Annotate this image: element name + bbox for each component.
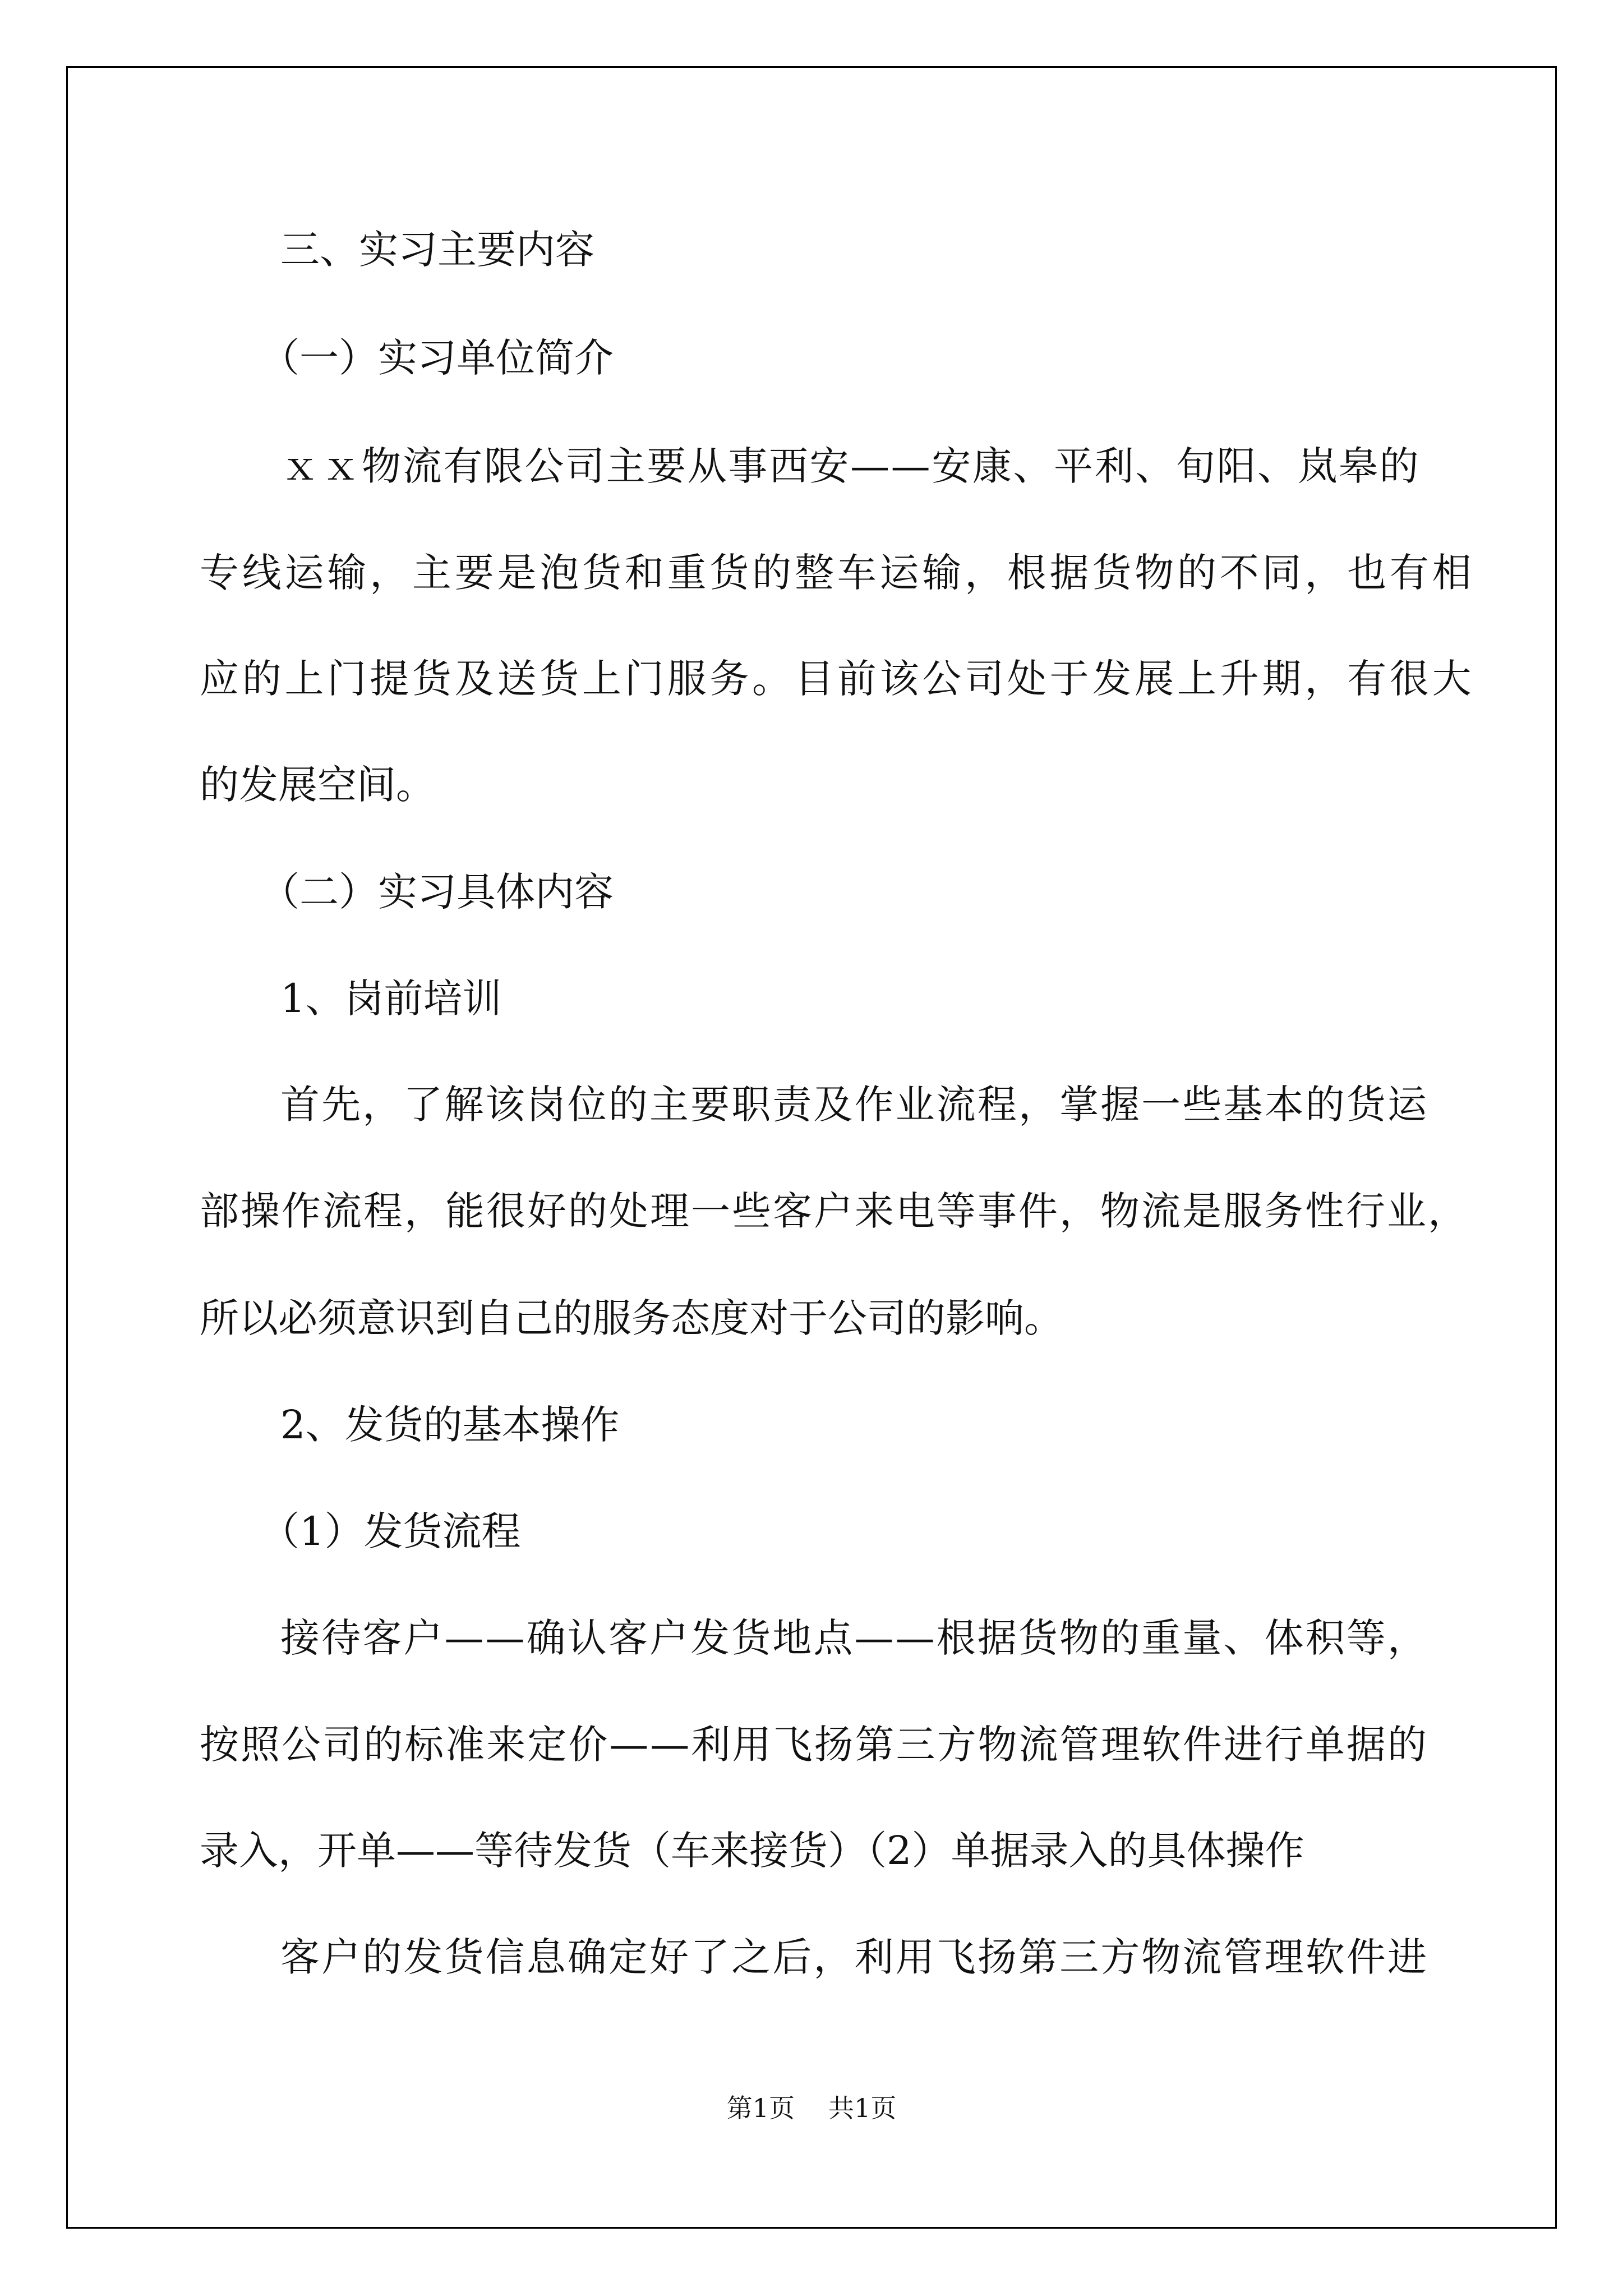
paragraph-line: 专 线 运 输 ， 主 要 是 泡 货 和 重 货 的 整 车 运 输 ， 根 据 货 物 的 不 同 ， 也 有 相 — [200, 550, 1472, 596]
item-heading-shipping: 2、发货的基本操作 — [280, 1402, 620, 1448]
paragraph-line: 应 的 上 门 提 货 及 送 货 上 门 服 务 。 目 前 该 公 司 处 于 发 展 上 升 期 ， 有 很 大 — [200, 656, 1472, 702]
paragraph-line: 部 操 作 流 程 ， 能 很 好 的 处 理 一 些 客 户 来 电 等 事 件 ， 物 流 是 服 务 性 行 业 ， — [200, 1188, 1467, 1234]
item-heading-flow: （1）发货流程 — [260, 1508, 521, 1554]
paragraph-line: 的发展空间。 — [200, 762, 435, 808]
page-number: 第1页 — [726, 2093, 795, 2123]
paragraph-line: ｘ ｘ 物 流 有 限 公 司 主 要 从 事 西 安 — — 安 康 、 平 利 、 旬 阳 、 岚 皋 的 — [280, 443, 1419, 489]
paragraph-line: 首 先 ， 了 解 该 岗 位 的 主 要 职 责 及 作 业 流 程 ， 掌 握 一 些 基 本 的 货 运 — [280, 1082, 1427, 1128]
paragraph-line: 按 照 公 司 的 标 准 来 定 价 — — 利 用 飞 扬 第 三 方 物 流 管 理 软 件 进 行 单 据 的 — [200, 1722, 1427, 1768]
page-total: 共1页 — [828, 2093, 897, 2123]
paragraph-line: 录入，开单——等待发货（车来接货）（2）单据录入的具体操作 — [200, 1828, 1304, 1874]
paragraph-line: 客 户 的 发 货 信 息 确 定 好 了 之 后 ， 利 用 飞 扬 第 三 方 物 流 管 理 软 件 进 — [280, 1934, 1427, 1980]
paragraph-line: 所以必须意识到自己的服务态度对于公司的影响。 — [200, 1295, 1063, 1341]
item-heading-training: 1、岗前培训 — [280, 976, 502, 1022]
subsection-heading-content: （二）实习具体内容 — [260, 869, 614, 915]
page-footer — [0, 2088, 1623, 2125]
page-border — [66, 66, 1557, 2229]
section-heading: 三、实习主要内容 — [280, 227, 594, 273]
paragraph-line: 接 待 客 户 — — 确 认 客 户 发 货 地 点 — — 根 据 货 物 的 重 量 、 体 积 等 ， — [280, 1615, 1427, 1661]
subsection-heading-unit: （一）实习单位简介 — [260, 335, 614, 381]
